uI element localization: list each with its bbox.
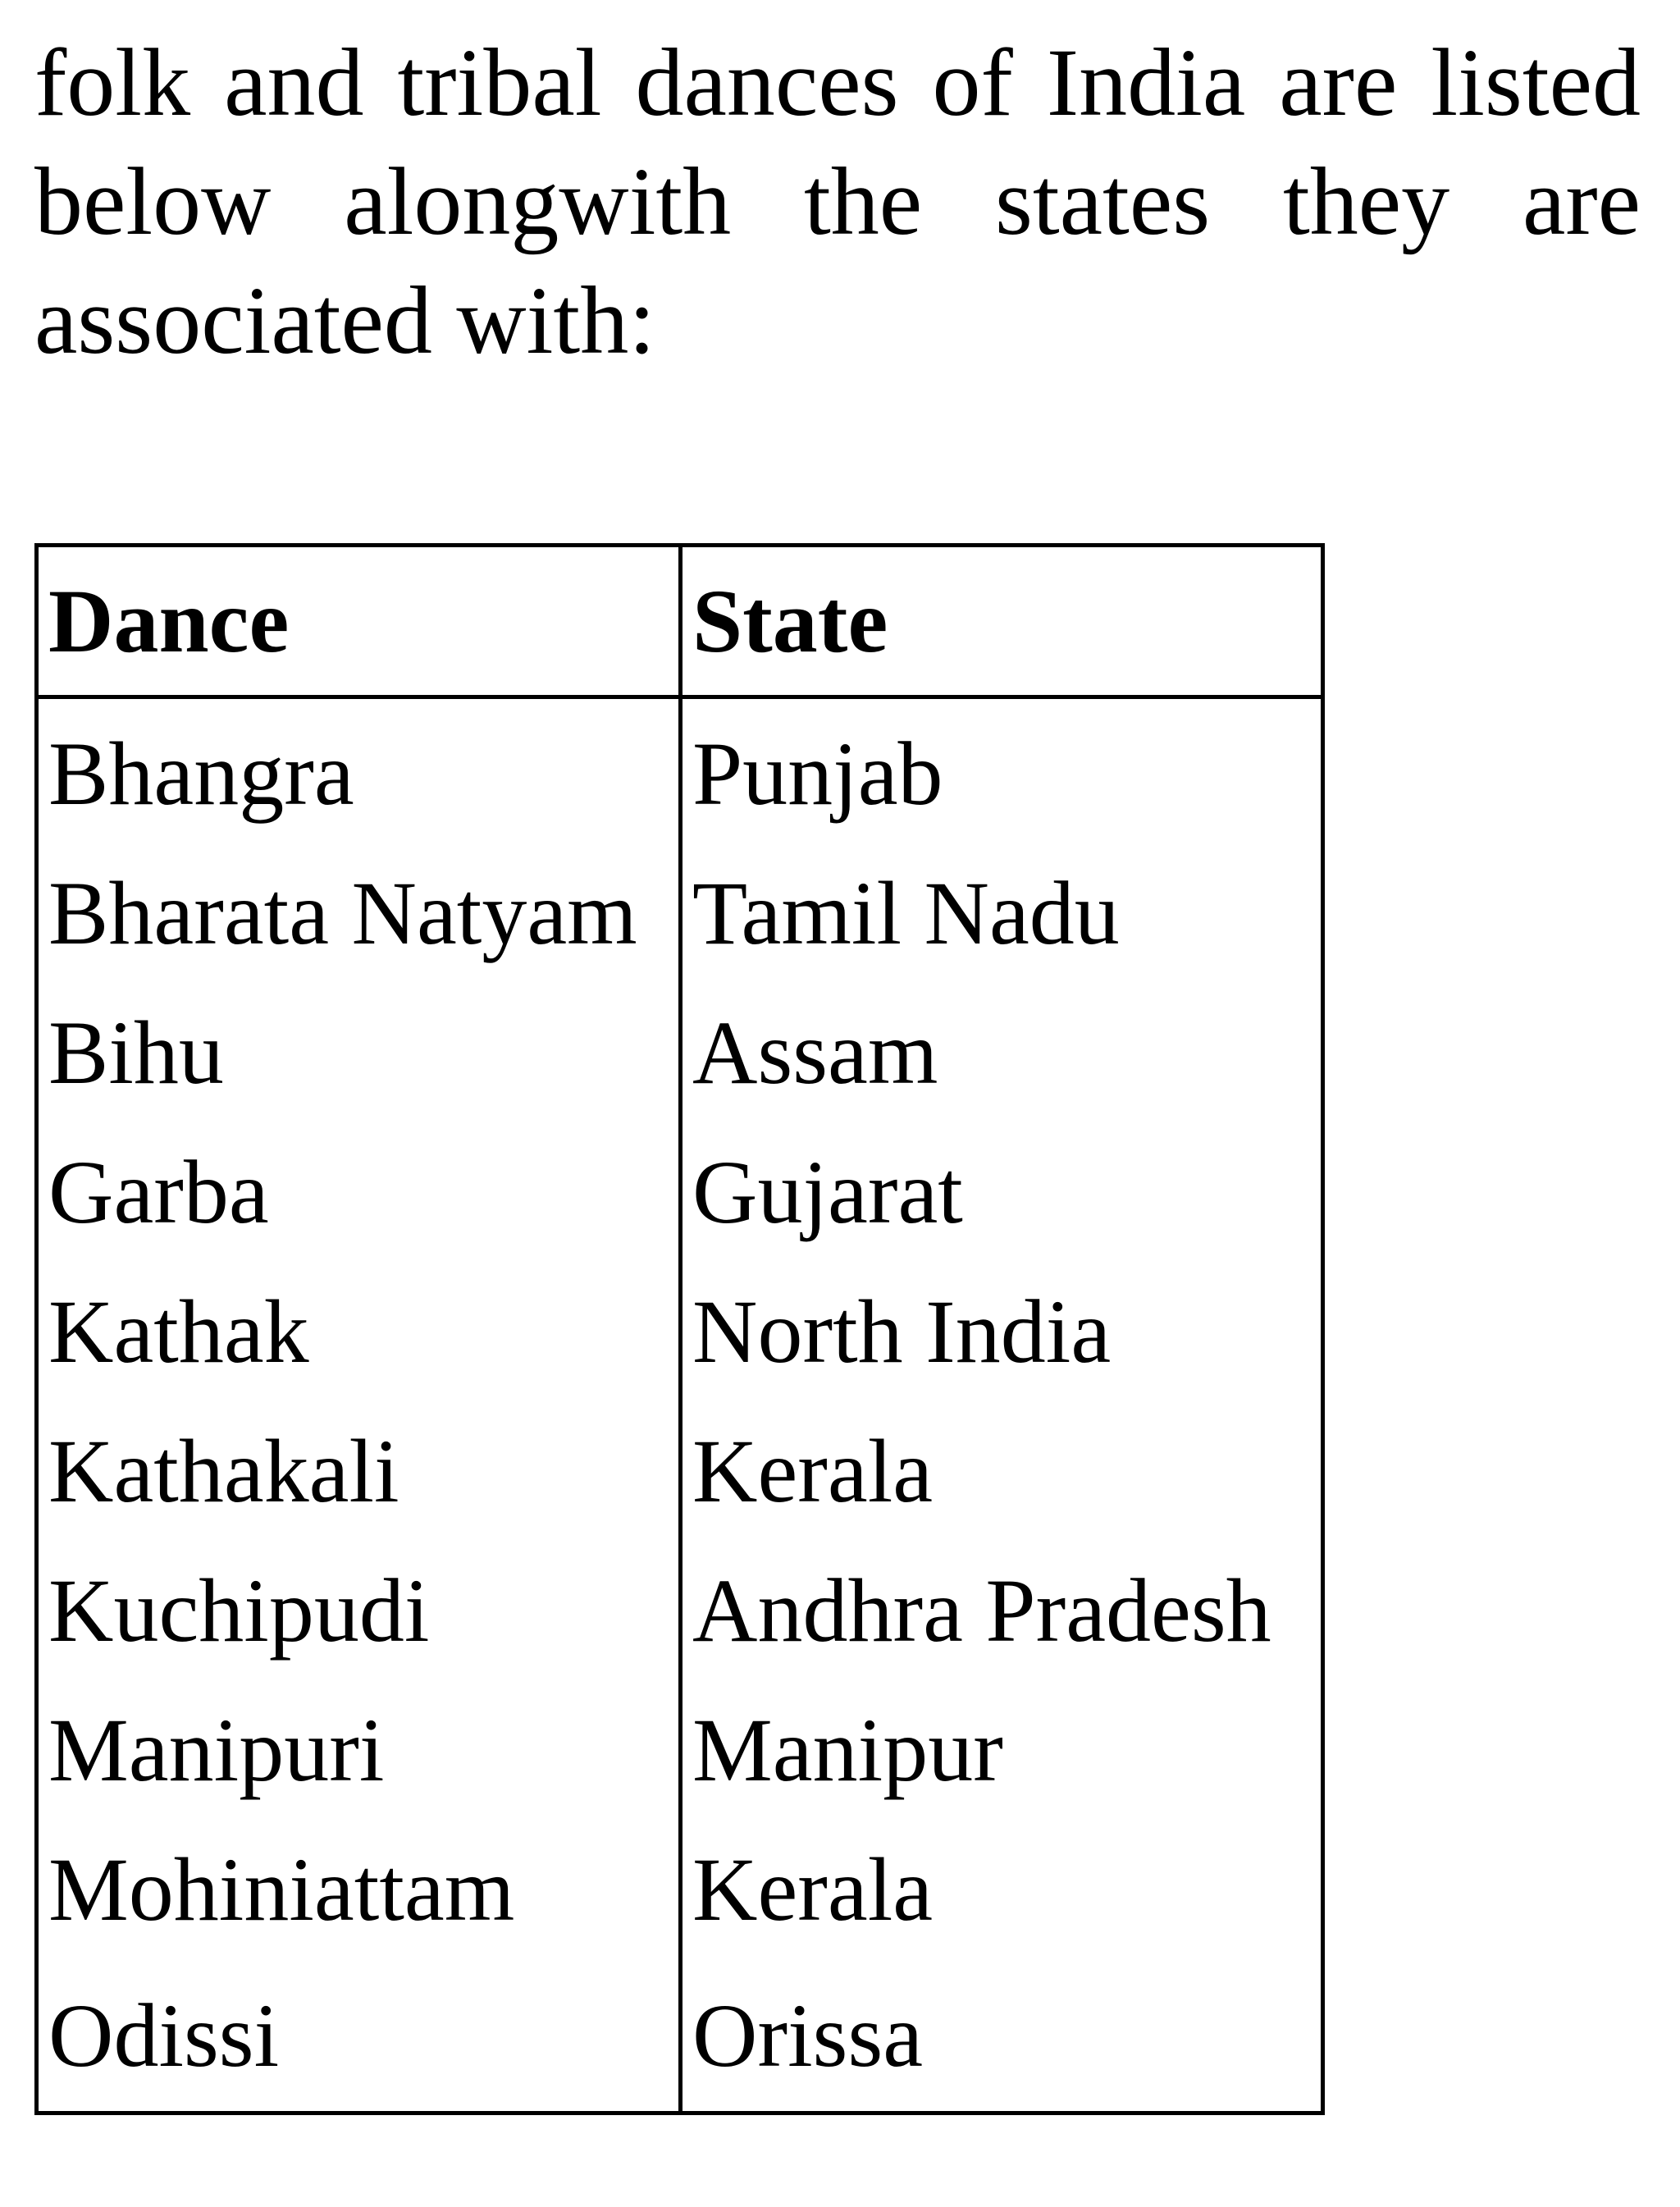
state-cell: Kerala bbox=[692, 1839, 934, 1940]
table-row bbox=[37, 697, 1323, 844]
state-cell: North India bbox=[692, 1282, 1112, 1382]
column-header-dance: Dance bbox=[37, 546, 681, 697]
table-row bbox=[37, 983, 1323, 1122]
table-row bbox=[37, 1401, 1323, 1541]
intro-line: associated with: bbox=[34, 267, 655, 374]
dance-cell: Manipuri bbox=[37, 1680, 681, 1820]
state-cell: Tamil Nadu bbox=[692, 863, 1120, 963]
table-row bbox=[37, 1820, 1323, 1959]
state-cell: Assam bbox=[692, 1003, 938, 1103]
state-cell: Gujarat bbox=[692, 1142, 963, 1242]
column-header-state: State bbox=[681, 546, 1323, 697]
table-row bbox=[37, 1959, 1323, 2113]
state-cell: Kerala bbox=[692, 1421, 934, 1521]
dance-cell: Mohiniattam bbox=[37, 1820, 681, 1959]
dance-cell: Kathakali bbox=[37, 1401, 681, 1541]
intro-line: below alongwith the states they are bbox=[34, 148, 1641, 255]
state-cell: Orissa bbox=[692, 1985, 924, 2086]
table-row bbox=[37, 1680, 1323, 1820]
intro-paragraph bbox=[34, 23, 1641, 380]
table-row bbox=[37, 1541, 1323, 1680]
dance-cell: Odissi bbox=[37, 1959, 681, 2113]
table-row bbox=[37, 843, 1323, 983]
dance-cell: Bharata Natyam bbox=[37, 843, 681, 983]
state-cell: Manipur bbox=[692, 1700, 1003, 1800]
dance-cell: Bhangra bbox=[37, 697, 681, 844]
table-row bbox=[37, 1122, 1323, 1262]
dance-cell: Garba bbox=[37, 1122, 681, 1262]
dance-cell: Kathak bbox=[37, 1262, 681, 1401]
dance-cell: Bihu bbox=[37, 983, 681, 1122]
state-cell: Punjab bbox=[692, 724, 943, 824]
intro-line: folk and tribal dances of India are listed bbox=[34, 29, 1641, 136]
dance-cell: Kuchipudi bbox=[37, 1541, 681, 1680]
table-row bbox=[37, 1262, 1323, 1401]
dance-state-table bbox=[34, 543, 1325, 2115]
state-cell: Andhra Pradesh bbox=[692, 1560, 1271, 1661]
table-header-row bbox=[37, 546, 1323, 697]
